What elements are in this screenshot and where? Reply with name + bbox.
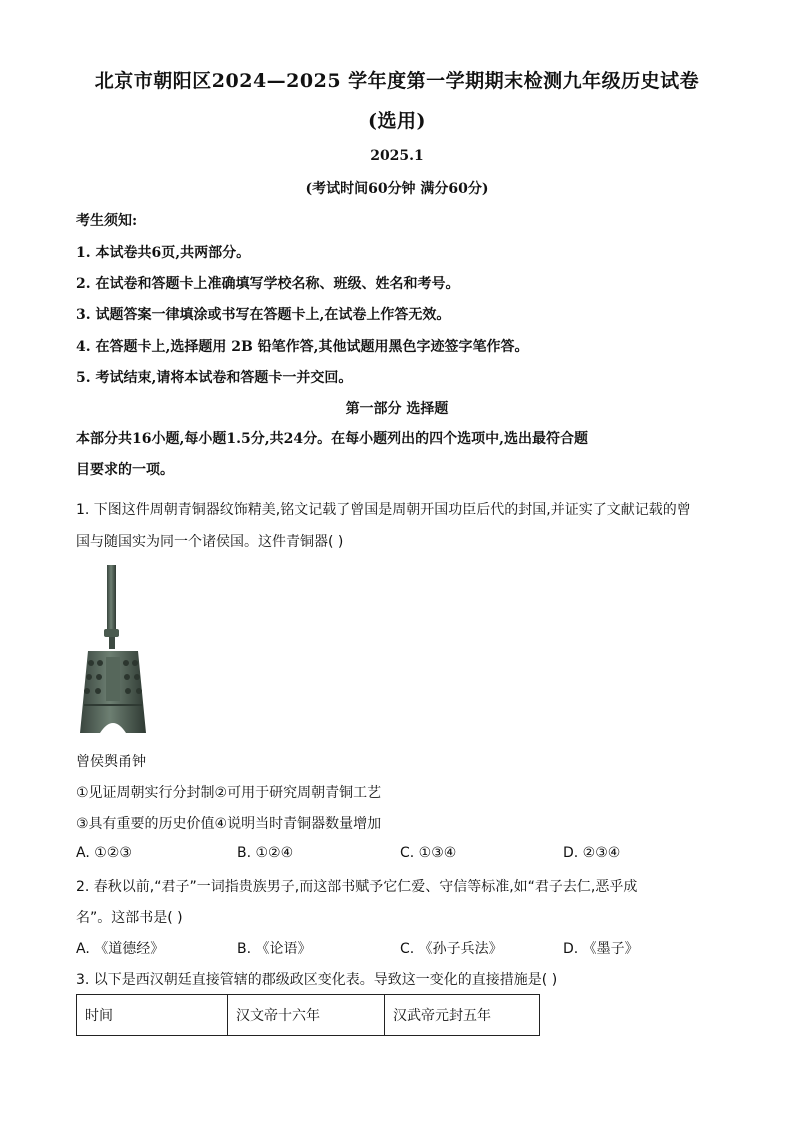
question-1-statement: ③具有重要的历史价值④说明当时青铜器数量增加 bbox=[76, 816, 382, 832]
option-c: C. 《孙子兵法》 bbox=[400, 941, 503, 957]
question-2-text: 名”。这部书是( ) bbox=[76, 910, 183, 926]
notice-heading: 考生须知: bbox=[76, 213, 138, 229]
table-cell: 汉武帝元封五年 bbox=[385, 995, 540, 1036]
part-intro: 目要求的一项。 bbox=[76, 462, 174, 478]
exam-info: (考试时间60分钟 满分60分) bbox=[305, 181, 489, 197]
question-1-statement: ①见证周朝实行分封制②可用于研究周朝青铜工艺 bbox=[76, 785, 382, 801]
notice-item: 5. 考试结束,请将本试卷和答题卡一并交回。 bbox=[76, 370, 353, 386]
option-d: D. ②③④ bbox=[563, 845, 621, 861]
option-a: A. ①②③ bbox=[76, 845, 132, 861]
exam-date: 2025.1 bbox=[370, 148, 424, 164]
option-b: B. ①②④ bbox=[237, 845, 294, 861]
part-intro: 本部分共16小题,每小题1.5分,共24分。在每小题列出的四个选项中,选出最符合题 bbox=[76, 431, 588, 447]
table-row bbox=[77, 995, 540, 1036]
notice-item: 4. 在答题卡上,选择题用 2B 铅笔作答,其他试题用黑色字迹签字笔作答。 bbox=[76, 339, 529, 355]
question-1-text: 国与随国实为同一个诸侯国。这件青铜器( ) bbox=[76, 534, 344, 550]
region-change-table bbox=[76, 994, 540, 1036]
table-cell: 时间 bbox=[77, 995, 228, 1036]
option-c: C. ①③④ bbox=[400, 845, 457, 861]
image-caption: 曾侯舆甬钟 bbox=[76, 754, 146, 770]
exam-subtitle: (选用) bbox=[368, 110, 426, 132]
notice-item: 3. 试题答案一律填涂或书写在答题卡上,在试卷上作答无效。 bbox=[76, 307, 451, 323]
question-2-text: 2. 春秋以前,“君子”一词指贵族男子,而这部书赋予它仁爱、守信等标准,如“君子去仁,恶乎成 bbox=[76, 879, 638, 895]
option-b: B. 《论语》 bbox=[237, 941, 312, 957]
notice-item: 1. 本试卷共6页,共两部分。 bbox=[76, 245, 251, 261]
notice-item: 2. 在试卷和答题卡上准确填写学校名称、班级、姓名和考号。 bbox=[76, 276, 460, 292]
table-cell: 汉文帝十六年 bbox=[228, 995, 385, 1036]
bronze-bell-image bbox=[76, 563, 150, 735]
question-1-text: 1. 下图这件周朝青铜器纹饰精美,铭文记载了曾国是周朝开国功臣后代的封国,并证实了文献记载的曾 bbox=[76, 502, 691, 518]
option-d: D. 《墨子》 bbox=[563, 941, 639, 957]
part-heading: 第一部分 选择题 bbox=[345, 401, 449, 417]
option-a: A. 《道德经》 bbox=[76, 941, 165, 957]
question-3-text: 3. 以下是西汉朝廷直接管辖的郡级政区变化表。导致这一变化的直接措施是( ) bbox=[76, 972, 558, 988]
exam-title: 北京市朝阳区2024—2025 学年度第一学期期末检测九年级历史试卷 bbox=[94, 70, 700, 92]
